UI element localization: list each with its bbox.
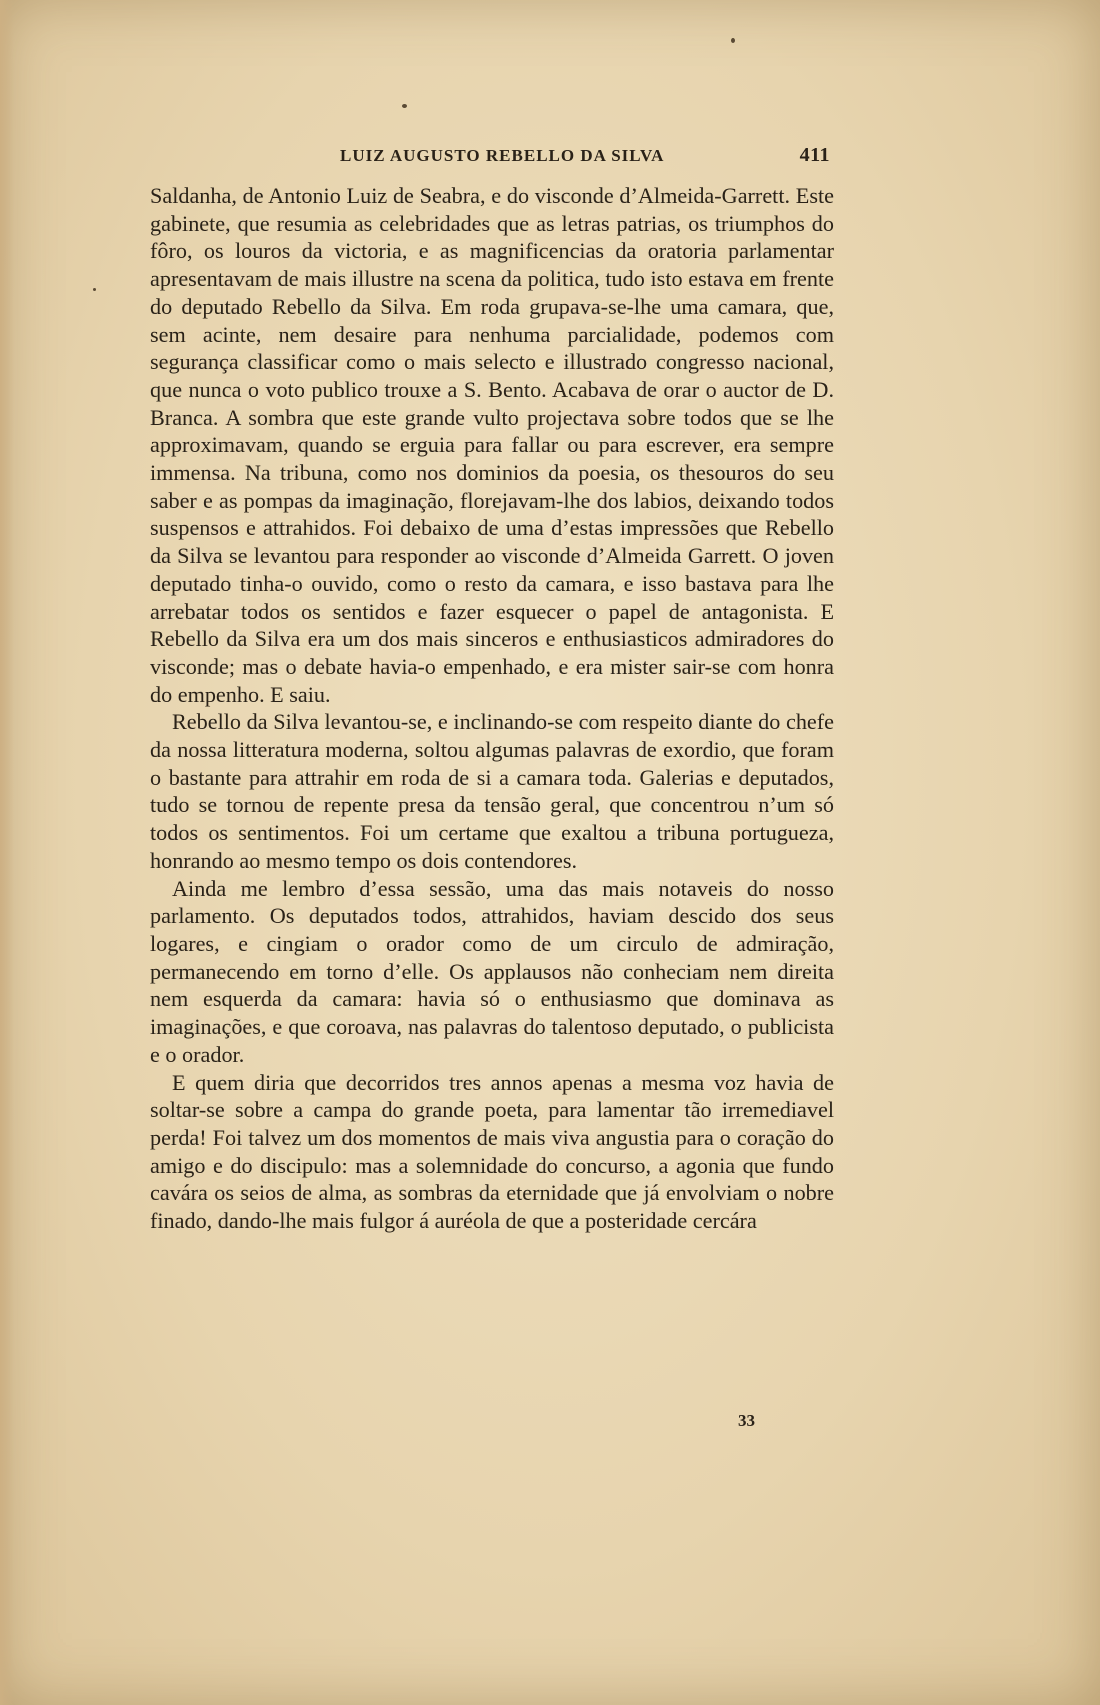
- ink-speck: [93, 288, 96, 291]
- page-header: [150, 144, 830, 170]
- ink-speck: [402, 104, 407, 108]
- paragraph: E quem diria que decorridos tres annos apenas a mesma voz havia de soltar-se sobre a campa do grande poeta, para lamentar tão irremediavel perda! Foi talvez um dos momentos de mais viva angustia para o coração do amigo e do discipulo: mas a solemnidade do concurso, a agonia que fundo cavára os seios de alma, as sombras da eternidade que já envolviam o nobre finado, dando-lhe mais fulgor á auréola de que a posteridade cercára: [150, 1069, 834, 1234]
- running-head: LUIZ AUGUSTO REBELLO DA SILVA: [340, 146, 665, 165]
- paragraph: Ainda me lembro d’essa sessão, uma das mais notaveis do nosso parlamento. Os deputados todos, attrahidos, haviam descido dos seus logares, e cingiam o orador como de um circulo de admiração, permanecendo em torno d’elle. Os applausos não conheciam nem direita nem esquerda da camara: havia só o enthusiasmo que dominava as imaginações, e que coroava, nas palavras do talentoso deputado, o publicista e o orador.: [150, 875, 834, 1067]
- signature-mark: 33: [738, 1411, 755, 1430]
- paragraph: Saldanha, de Antonio Luiz de Seabra, e do visconde d’Almeida-Garrett. Este gabinete, que resumia as celebridades que as letras patrias, os triumphos do fôro, os louros da victoria, e as magnificencias da oratoria parlamentar apresentavam de mais illustre na scena da politica, tudo isto estava em frente do deputado Rebello da Silva. Em roda grupava-se-lhe uma camara, que, sem acinte, nem desaire para nenhuma parcialidade, podemos com segurança classificar como o mais selecto e illustrado congresso nacional, que nunca o voto publico trouxe a S. Bento. Acabava de orar o auctor de D. Branca. A sombra que este grande vulto projectava sobre todos que se lhe approximavam, quando se erguia para fallar ou para escrever, era sempre immensa. Na tribuna, como nos dominios da poesia, os thesouros do seu saber e as pompas da imaginação, florejavam-lhe dos labios, deixando todos suspensos e attrahidos. Foi debaixo de uma d’estas impressões que Rebello da Silva se levantou para responder ao visconde d’Almeida Garrett. O joven deputado tinha-o ouvido, como o resto da camara, e isso bastava para lhe arrebatar todos os sentidos e fazer esquecer o papel de antagonista. E Rebello da Silva era um dos mais sinceros e enthusiasticos admiradores do visconde; mas o debate havia-o empenhado, e era mister sair-se com honra do empenho. E saiu.: [150, 183, 834, 707]
- ink-speck: [731, 38, 735, 43]
- body-text: [150, 182, 834, 1235]
- page-edge-shadow: [0, 0, 14, 1705]
- page-number: 411: [799, 144, 830, 166]
- paragraph: Rebello da Silva levantou-se, e inclinando-se com respeito diante do chefe da nossa litteratura moderna, soltou algumas palavras de exordio, que foram o bastante para attrahir em roda de si a camara toda. Galerias e deputados, tudo se tornou de repente presa da tensão geral, que concentrou n’um só todos os sentimentos. Foi um certame que exaltou a tribuna portugueza, honrando ao mesmo tempo os dois contendores.: [150, 709, 834, 873]
